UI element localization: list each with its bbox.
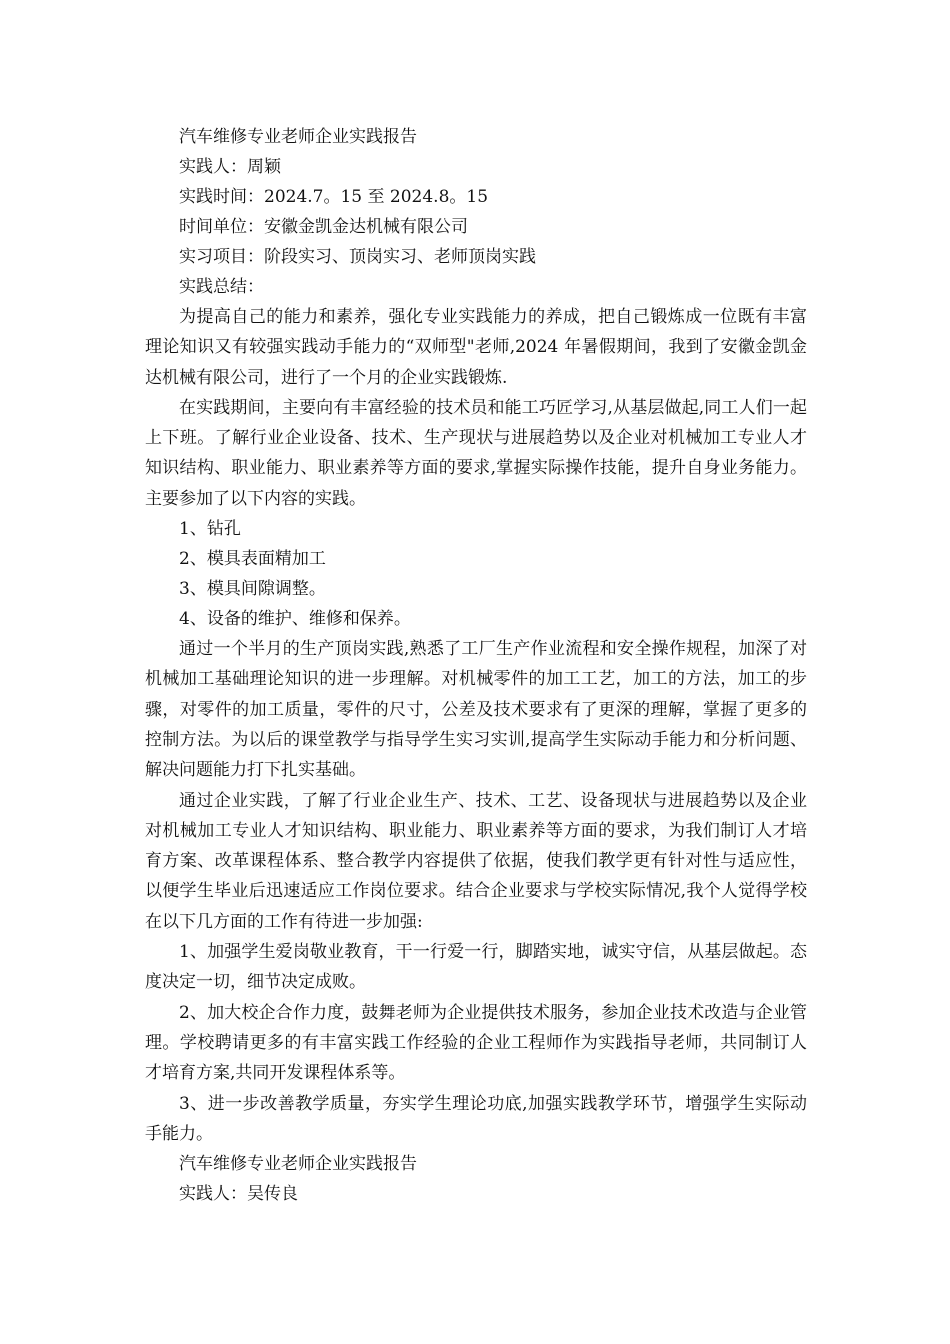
paragraph-intro: 为提高自己的能力和素养，强化专业实践能力的养成，把自己锻炼成一位既有丰富理论知识又有较强实践动手能力的“双师型"老师,2024 年暑假期间，我到了安徽金凯金达机械有限公司，进行了一个月的企业实践锻炼. bbox=[145, 307, 807, 388]
practitioner-line: 实践人：周颖 bbox=[179, 157, 281, 177]
list-item: 1、钻孔 bbox=[179, 519, 241, 540]
report2-title: 汽车维修专业老师企业实践报告 bbox=[179, 1154, 417, 1175]
paragraph-enterprise-practice: 通过企业实践，了解了行业企业生产、技术、工艺、设备现状与进展趋势以及企业对机械加工专业人才知识结构、职业能力、职业素养等方面的要求，为我们制订人才培育方案、改革课程体系、整合教学内容提供了依据，使我们教学更有针对性与适应性，以便学生毕业后迅速适应工作岗位要求。结合企业要求与学校实际情况,我个人觉得学校在以下几方面的工作有待进一步加强: bbox=[145, 790, 807, 932]
unit-line: 时间单位：安徽金凯金达机械有限公司 bbox=[179, 217, 468, 237]
suggestion-item: 3、进一步改善教学质量，夯实学生理论功底,加强实践教学环节，增强学生实际动手能力。 bbox=[145, 1093, 807, 1144]
suggestion-item: 2、加大校企合作力度，鼓舞老师为企业提供技术服务，参加企业技术改造与企业管理。学校聘请更多的有丰富实践工作经验的企业工程师作为实践指导老师，共同制订人才培育方案,共同开发课程体系等。 bbox=[145, 1002, 807, 1084]
report-title: 汽车维修专业老师企业实践报告 bbox=[179, 127, 417, 147]
document-page bbox=[145, 122, 807, 1209]
report2-practitioner-line: 实践人：吴传良 bbox=[179, 1184, 298, 1205]
paragraph-practice-period: 在实践期间，主要向有丰富经验的技术员和能工巧匠学习,从基层做起,同工人们一起上下班。了解行业企业设备、技术、生产现状与进展趋势以及企业对机械加工专业人才知识结构、职业能力、职业素养等方面的要求,掌握实际操作技能，提升自身业务能力。主要参加了以下内容的实践。 bbox=[145, 397, 807, 509]
project-line: 实习项目：阶段实习、顶岗实习、老师顶岗实践 bbox=[179, 247, 536, 267]
suggestion-item: 1、加强学生爱岗敬业教育，干一行爱一行，脚踏实地，诚实守信，从基层做起。态度决定一切，细节决定成败。 bbox=[145, 942, 807, 993]
paragraph-production-practice: 通过一个半月的生产顶岗实践,熟悉了工厂生产作业流程和安全操作规程，加深了对机械加工基础理论知识的进一步理解。对机械零件的加工工艺，加工的方法，加工的步骤，对零件的加工质量，零件的尺寸，公差及技术要求有了更深的理解，掌握了更多的控制方法。为以后的课堂教学与指导学生实习实训,提高学生实际动手能力和分析问题、解决问题能力打下扎实基础。 bbox=[145, 639, 807, 781]
summary-heading: 实践总结： bbox=[179, 277, 264, 297]
list-item: 4、设备的维护、维修和保养。 bbox=[179, 609, 411, 630]
period-line: 实践时间：2024.7。15 至 2024.8。15 bbox=[179, 187, 489, 207]
list-item: 3、模具间隙调整。 bbox=[179, 579, 326, 600]
list-item: 2、模具表面精加工 bbox=[179, 549, 326, 570]
